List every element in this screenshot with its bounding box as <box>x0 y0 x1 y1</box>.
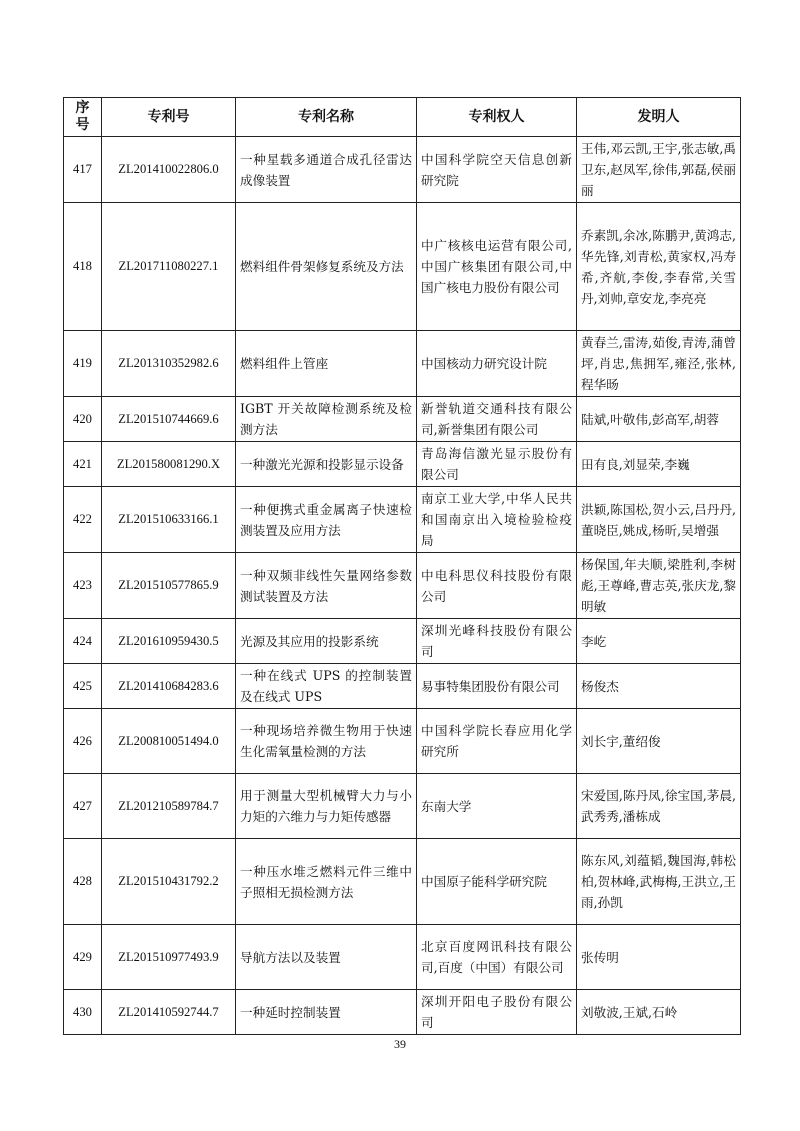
row-inventors: 杨保国,年夫顺,梁胜利,李树彪,王尊峰,曹志英,张庆龙,黎明敏 <box>577 553 741 619</box>
row-patent-no: ZL201410684283.6 <box>102 664 236 709</box>
row-no: 419 <box>64 331 102 397</box>
table-row <box>64 203 741 331</box>
row-inventors: 黄春兰,雷涛,茹俊,青涛,蒲曾坪,肖忠,焦拥军,雍泾,张林,程华旸 <box>577 331 741 397</box>
row-patent-name: 一种现场培养微生物用于快速生化需氧量检测的方法 <box>236 709 417 774</box>
header-no: 序号 <box>64 98 102 137</box>
row-patent-name: 一种在线式 UPS 的控制装置及在线式 UPS <box>236 664 417 709</box>
row-owner: 深圳光峰科技股份有限公司 <box>417 619 577 664</box>
row-inventors: 李屹 <box>577 619 741 664</box>
row-patent-name: 光源及其应用的投影系统 <box>236 619 417 664</box>
row-inventors: 陈东风,刘蕴韬,魏国海,韩松柏,贺林峰,武梅梅,王洪立,王雨,孙凯 <box>577 839 741 925</box>
row-patent-no: ZL201580081290.X <box>102 442 236 487</box>
table-row <box>64 709 741 774</box>
table-row <box>64 487 741 553</box>
row-patent-name: 一种激光光源和投影显示设备 <box>236 442 417 487</box>
row-owner: 中国核动力研究设计院 <box>417 331 577 397</box>
table-row <box>64 442 741 487</box>
patent-table <box>63 97 741 1035</box>
row-no: 422 <box>64 487 102 553</box>
row-no: 418 <box>64 203 102 331</box>
row-owner: 中国科学院空天信息创新研究院 <box>417 137 577 203</box>
row-inventors: 张传明 <box>577 925 741 990</box>
row-patent-no: ZL201610959430.5 <box>102 619 236 664</box>
row-patent-name: 燃料组件骨架修复系统及方法 <box>236 203 417 331</box>
row-inventors: 王伟,邓云凯,王宇,张志敏,禹卫东,赵凤军,徐伟,郭磊,侯丽丽 <box>577 137 741 203</box>
table-row <box>64 664 741 709</box>
row-no: 420 <box>64 397 102 442</box>
row-owner: 易事特集团股份有限公司 <box>417 664 577 709</box>
table-header-row <box>64 98 741 137</box>
row-patent-name: 一种星载多通道合成孔径雷达成像装置 <box>236 137 417 203</box>
row-owner: 深圳开阳电子股份有限公司 <box>417 990 577 1035</box>
row-inventors: 刘长宇,董绍俊 <box>577 709 741 774</box>
row-no: 424 <box>64 619 102 664</box>
row-patent-no: ZL201410022806.0 <box>102 137 236 203</box>
row-patent-no: ZL201711080227.1 <box>102 203 236 331</box>
row-patent-name: 用于测量大型机械臂大力与小力矩的六维力与力矩传感器 <box>236 774 417 839</box>
header-owner: 专利权人 <box>417 98 577 137</box>
row-patent-name: 一种压水堆乏燃料元件三维中子照相无损检测方法 <box>236 839 417 925</box>
table-row <box>64 925 741 990</box>
row-inventors: 乔素凯,余冰,陈鹏尹,黄鸿志,华先锋,刘青松,黄家权,冯寿希,齐航,李俊,李春常,关雪丹,刘帅,章安龙,李亮亮 <box>577 203 741 331</box>
row-patent-no: ZL201210589784.7 <box>102 774 236 839</box>
row-patent-name: 一种双频非线性矢量网络参数测试装置及方法 <box>236 553 417 619</box>
header-patent-no: 专利号 <box>102 98 236 137</box>
table-row <box>64 397 741 442</box>
row-inventors: 陆斌,叶敬伟,彭高军,胡蓉 <box>577 397 741 442</box>
row-inventors: 洪颖,陈国松,贺小云,吕丹丹,董晓臣,姚成,杨昕,吴增强 <box>577 487 741 553</box>
page-number: 39 <box>394 1037 406 1051</box>
table-row <box>64 990 741 1035</box>
row-owner: 南京工业大学,中华人民共和国南京出入境检验检疫局 <box>417 487 577 553</box>
header-inventors: 发明人 <box>577 98 741 137</box>
row-no: 421 <box>64 442 102 487</box>
row-patent-no: ZL201510633166.1 <box>102 487 236 553</box>
row-patent-name: 导航方法以及装置 <box>236 925 417 990</box>
row-owner: 中国原子能科学研究院 <box>417 839 577 925</box>
row-no: 429 <box>64 925 102 990</box>
row-owner: 北京百度网讯科技有限公司,百度（中国）有限公司 <box>417 925 577 990</box>
row-no: 428 <box>64 839 102 925</box>
row-no: 426 <box>64 709 102 774</box>
row-patent-no: ZL201510431792.2 <box>102 839 236 925</box>
row-patent-name: 一种延时控制装置 <box>236 990 417 1035</box>
row-no: 417 <box>64 137 102 203</box>
table-row <box>64 839 741 925</box>
row-owner: 新誉轨道交通科技有限公司,新誉集团有限公司 <box>417 397 577 442</box>
row-owner: 中广核核电运营有限公司,中国广核集团有限公司,中国广核电力股份有限公司 <box>417 203 577 331</box>
table-row <box>64 619 741 664</box>
row-owner: 中电科思仪科技股份有限公司 <box>417 553 577 619</box>
row-patent-no: ZL201410592744.7 <box>102 990 236 1035</box>
table-row <box>64 553 741 619</box>
row-owner: 东南大学 <box>417 774 577 839</box>
row-inventors: 宋爱国,陈丹凤,徐宝国,茅晨,武秀秀,潘栋成 <box>577 774 741 839</box>
row-patent-name: IGBT 开关故障检测系统及检测方法 <box>236 397 417 442</box>
row-inventors: 杨俊杰 <box>577 664 741 709</box>
row-no: 425 <box>64 664 102 709</box>
table-row <box>64 331 741 397</box>
row-patent-no: ZL201510744669.6 <box>102 397 236 442</box>
row-patent-no: ZL200810051494.0 <box>102 709 236 774</box>
row-patent-name: 燃料组件上管座 <box>236 331 417 397</box>
row-owner: 青岛海信激光显示股份有限公司 <box>417 442 577 487</box>
row-owner: 中国科学院长春应用化学研究所 <box>417 709 577 774</box>
row-inventors: 刘敬波,王斌,石岭 <box>577 990 741 1035</box>
row-no: 423 <box>64 553 102 619</box>
row-patent-name: 一种便携式重金属离子快速检测装置及应用方法 <box>236 487 417 553</box>
row-patent-no: ZL201310352982.6 <box>102 331 236 397</box>
row-inventors: 田有良,刘显荣,李巍 <box>577 442 741 487</box>
row-no: 427 <box>64 774 102 839</box>
header-patent-name: 专利名称 <box>236 98 417 137</box>
row-patent-no: ZL201510977493.9 <box>102 925 236 990</box>
table-row <box>64 137 741 203</box>
table-row <box>64 774 741 839</box>
row-patent-no: ZL201510577865.9 <box>102 553 236 619</box>
row-no: 430 <box>64 990 102 1035</box>
